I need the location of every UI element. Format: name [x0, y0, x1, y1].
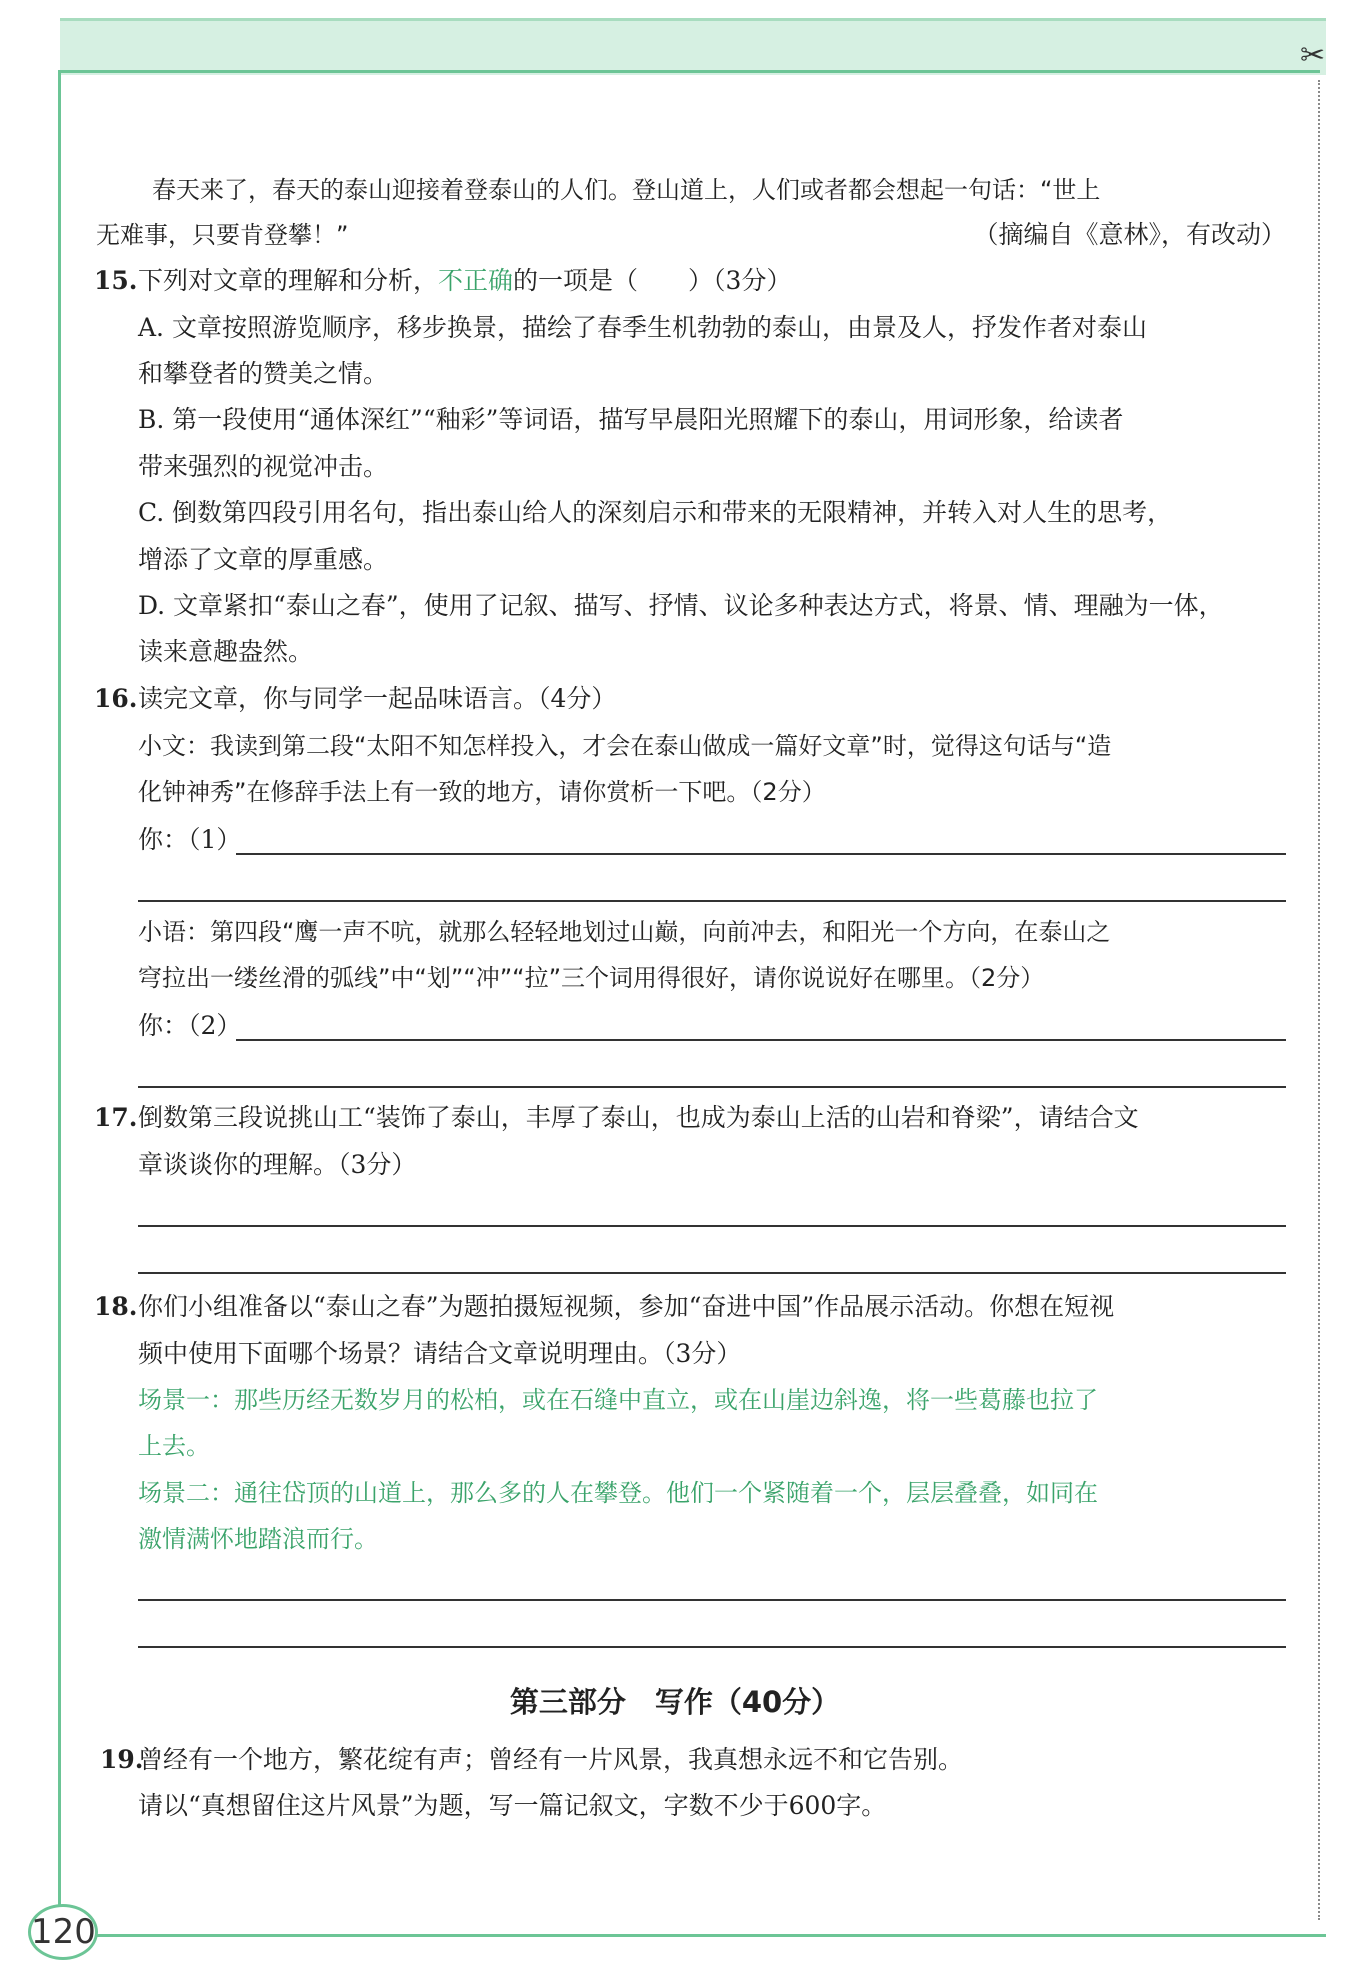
q16-xiaoyu-line-1: 小语：第四段“鹰一声不吭，就那么轻轻地划过山巅，向前冲去，和阳光一个方向，在泰山之	[138, 918, 1111, 946]
q17-line-2: 章谈谈你的理解。（3分）	[138, 1150, 417, 1179]
q15-option-b-line-2: 带来强烈的视觉冲击。	[138, 452, 389, 481]
q18-scene-1-line-1: 场景一：那些历经无数岁月的松柏，或在石缝中直立，或在山崖边斜逸，将一些葛藤也拉了	[138, 1386, 1098, 1414]
q19-line-1: 曾经有一个地方，繁花绽有声；曾经有一片风景，我真想永远不和它告别。	[138, 1745, 964, 1774]
q15-number: 15.	[94, 266, 138, 295]
top-band	[60, 18, 1326, 75]
q16-xiaoyu-line-2: 穹拉出一缕丝滑的弧线”中“划”“冲”“拉”三个词用得很好，请你说说好在哪里。（2分）	[138, 964, 1045, 992]
q15-option-b-line-1: B. 第一段使用“通体深红”“釉彩”等词语，描写早晨阳光照耀下的泰山，用词形象，给读者	[138, 405, 1124, 434]
q16-answer-2-label: 你：（2）	[138, 1011, 242, 1040]
q16-answer-1-line-2[interactable]	[138, 900, 1286, 902]
q16-xiaowen-line-1: 小文：我读到第二段“太阳不知怎样投入，才会在泰山做成一篇好文章”时，觉得这句话与“造	[138, 732, 1112, 760]
q17-answer-line-1[interactable]	[138, 1225, 1286, 1227]
q15-option-a-line-1: A. 文章按照游览顺序，移步换景，描绘了春季生机勃勃的泰山，由景及人，抒发作者对泰山	[138, 313, 1147, 342]
q18-answer-line-2[interactable]	[138, 1646, 1286, 1648]
section-3-title: 第三部分 写作（40分）	[509, 1685, 841, 1719]
q18-number: 18.	[94, 1292, 138, 1321]
q17-line-1: 倒数第三段说挑山工“装饰了泰山，丰厚了泰山，也成为泰山上活的山岩和脊梁”，请结合文	[138, 1103, 1139, 1132]
q15-option-d-line-1: D. 文章紧扣“泰山之春”，使用了记叙、描写、抒情、议论多种表达方式，将景、情、理融为一体，	[138, 591, 1224, 620]
q15-stem	[138, 263, 1288, 299]
scissors-icon: ✂	[1300, 38, 1326, 73]
q18-scene-2-line-2: 激情满怀地踏浪而行。	[138, 1525, 378, 1553]
q15-option-c-line-2: 增添了文章的厚重感。	[138, 545, 389, 574]
q16-xiaowen-line-2: 化钟神秀”在修辞手法上有一致的地方，请你赏析一下吧。（2分）	[138, 778, 826, 806]
q16-answer-2-line[interactable]	[236, 1039, 1286, 1041]
q15-stem-post: 的一项是（ ）（3分）	[513, 266, 792, 295]
cut-line	[1318, 80, 1320, 1920]
q16-stem: 读完文章，你与同学一起品味语言。（4分）	[138, 684, 617, 713]
q16-answer-2-line-2[interactable]	[138, 1086, 1286, 1088]
q15-option-d-line-2: 读来意趣盎然。	[138, 637, 314, 666]
q16-number: 16.	[94, 684, 138, 713]
q19-line-2: 请以“真想留住这片风景”为题，写一篇记叙文，字数不少于600字。	[138, 1791, 887, 1820]
q16-answer-1-line[interactable]	[236, 853, 1286, 855]
q18-scene-2-line-1: 场景二：通往岱顶的山道上，那么多的人在攀登。他们一个紧随着一个，层层叠叠，如同在	[138, 1479, 1098, 1507]
q17-answer-line-2[interactable]	[138, 1272, 1286, 1274]
q18-line-1: 你们小组准备以“泰山之春”为题拍摄短视频，参加“奋进中国”作品展示活动。你想在短视	[138, 1292, 1115, 1321]
passage-line-1: 春天来了，春天的泰山迎接着登泰山的人们。登山道上，人们或者都会想起一句话：“世上	[152, 176, 1101, 204]
q15-stem-emphasis: 不正确	[438, 266, 514, 295]
q18-scene-1-line-2: 上去。	[138, 1432, 210, 1460]
page-number: 120	[28, 1904, 98, 1960]
q19-number: 19.	[100, 1745, 144, 1774]
q16-answer-1-label: 你：（1）	[138, 825, 242, 854]
q17-number: 17.	[94, 1103, 138, 1132]
passage-line-2: 无难事，只要肯登攀！”	[96, 221, 349, 249]
q15-option-a-line-2: 和攀登者的赞美之情。	[138, 359, 389, 388]
q15-option-c-line-1: C. 倒数第四段引用名句，指出泰山给人的深刻启示和带来的无限精神，并转入对人生的思考，	[138, 498, 1173, 527]
frame-bottom-line	[92, 1934, 1326, 1937]
q18-answer-line-1[interactable]	[138, 1599, 1286, 1601]
frame-left-line	[58, 70, 61, 1908]
q18-line-2: 频中使用下面哪个场景？请结合文章说明理由。（3分）	[138, 1339, 742, 1368]
passage-source: （摘编自《意林》，有改动）	[973, 220, 1286, 249]
frame-top-line	[58, 70, 1320, 73]
q15-stem-pre: 下列对文章的理解和分析，	[138, 266, 439, 295]
